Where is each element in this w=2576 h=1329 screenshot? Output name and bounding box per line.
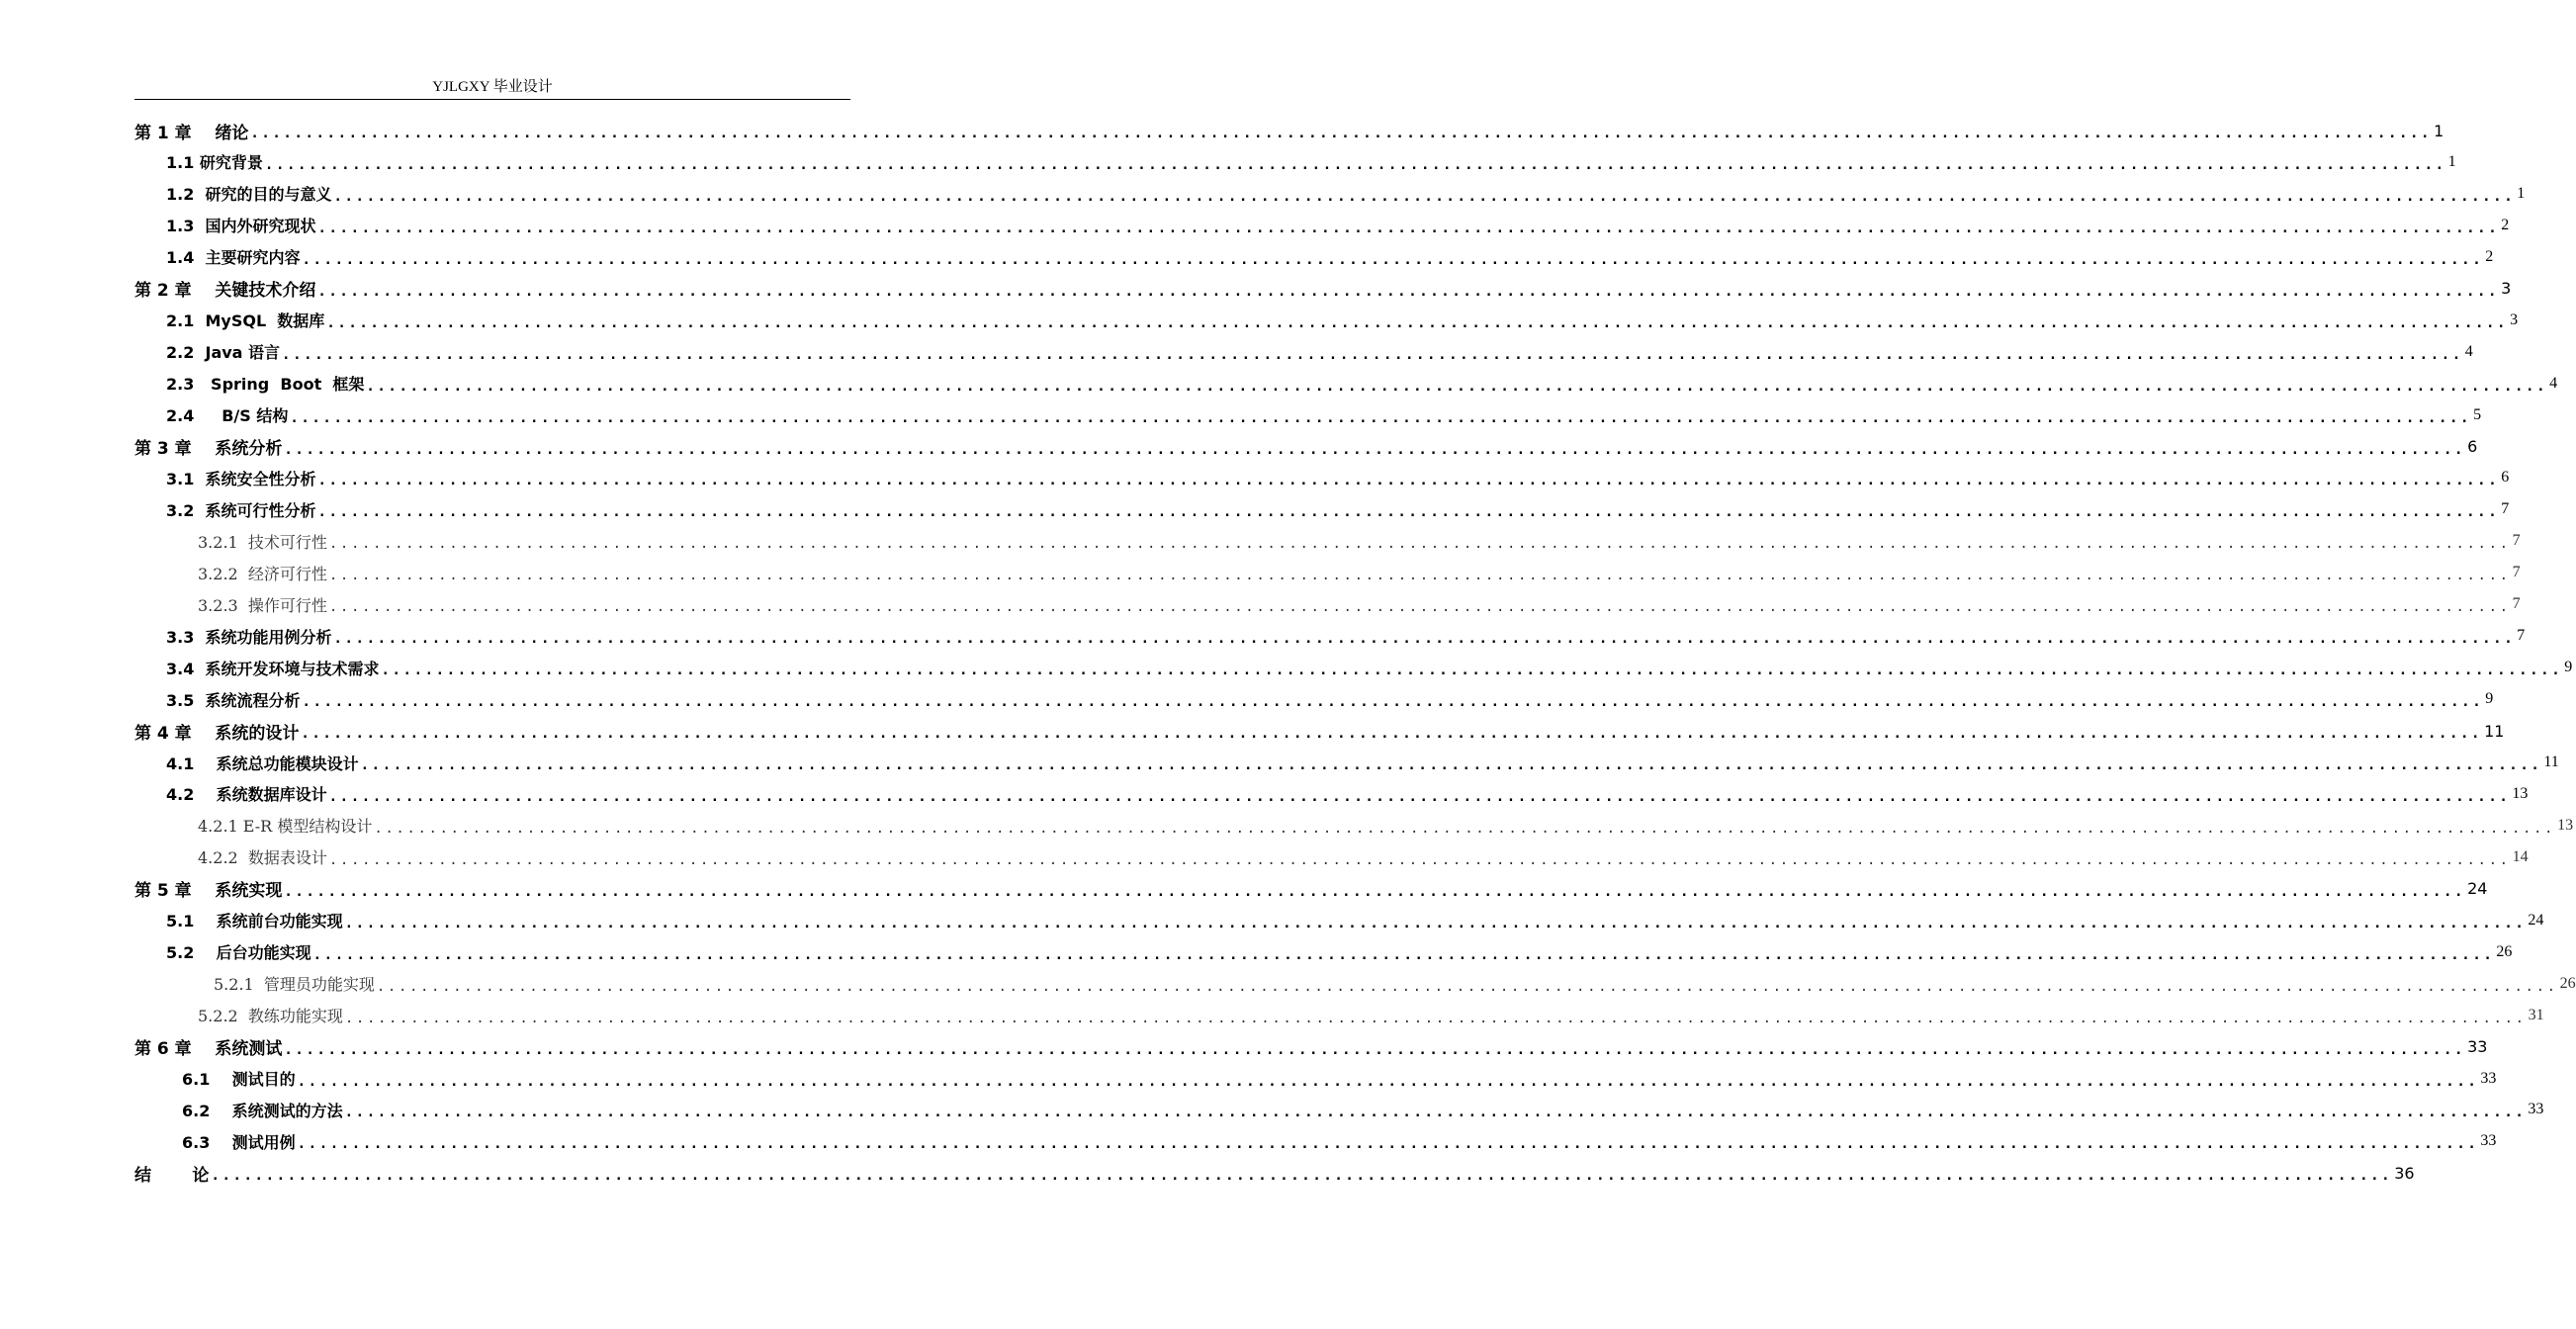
toc-entry-title: 1.3 国内外研究现状: [166, 217, 316, 236]
toc-entry[interactable]: [134, 936, 2513, 968]
toc-entry-page-number: 11: [2543, 753, 2559, 770]
toc-entry-title: 结 论: [134, 1165, 210, 1186]
dot-leader: ........................................................................................................................................................................................................: [328, 536, 2511, 553]
dot-leader: ........................................................................................................................................................................................................: [317, 473, 2500, 489]
toc-entry-title: 第 1 章 绪论: [134, 123, 249, 143]
dot-leader: ........................................................................................................................................................................................................: [381, 663, 2563, 679]
toc-entry-title: 第 4 章 系统的设计: [134, 723, 300, 744]
dot-leader: ........................................................................................................................................................................................................: [264, 156, 2446, 173]
running-header: YJLGXY 毕业设计: [432, 79, 553, 95]
dot-leader: ........................................................................................................................................................................................................: [376, 978, 2558, 995]
toc-entry-page-number: 1: [2447, 152, 2456, 170]
dot-leader: ........................................................................................................................................................................................................: [302, 251, 2484, 268]
toc-entry[interactable]: [134, 1031, 2488, 1063]
toc-entry-page-number: 6: [2467, 437, 2478, 456]
toc-entry-title: 3.1 系统安全性分析: [166, 469, 316, 488]
toc-entry[interactable]: [134, 1125, 2497, 1157]
toc-entry-page-number: 7: [2501, 500, 2510, 518]
toc-entry-page-number: 5: [2473, 405, 2482, 423]
toc-entry-page-number: 11: [2484, 721, 2505, 741]
dot-leader: ........................................................................................................................................................................................................: [333, 631, 2516, 648]
toc-entry-title: 2.2 Java 语言: [166, 343, 281, 363]
toc-entry-page-number: 33: [2480, 1132, 2497, 1150]
toc-entry[interactable]: [134, 715, 2505, 747]
dot-leader: ........................................................................................................................................................................................................: [328, 788, 2511, 805]
toc-entry-title: 5.1 系统前台功能实现: [166, 912, 343, 931]
toc-entry[interactable]: [134, 905, 2544, 936]
toc-entry[interactable]: [134, 336, 2473, 368]
toc-entry[interactable]: [134, 652, 2573, 683]
toc-entry[interactable]: [134, 1157, 2415, 1189]
dot-leader: ........................................................................................................................................................................................................: [284, 441, 2466, 458]
toc-entry[interactable]: [134, 1000, 2544, 1031]
toc-entry-title: 5.2 后台功能实现: [166, 943, 311, 963]
dot-leader: ........................................................................................................................................................................................................: [211, 1168, 2393, 1185]
dot-leader: ........................................................................................................................................................................................................: [250, 126, 2433, 141]
toc-entry-title: 第 6 章 系统测试: [134, 1039, 283, 1060]
toc-entry-page-number: 33: [2528, 1101, 2544, 1118]
toc-entry-page-number: 2: [2485, 247, 2494, 265]
toc-entry-page-number: 26: [2496, 942, 2513, 960]
toc-entry-page-number: 4: [2549, 374, 2558, 392]
toc-entry[interactable]: [134, 747, 2559, 778]
toc-entry-title: 第 3 章 系统分析: [134, 439, 283, 459]
dot-leader: ........................................................................................................................................................................................................: [366, 378, 2548, 395]
toc-entry-title: 5.2.2 教练功能实现: [198, 1007, 343, 1026]
toc-entry-title: 第 5 章 系统实现: [134, 881, 283, 902]
toc-entry-title: 3.2.3 操作可行性: [198, 595, 327, 615]
toc-entry[interactable]: [134, 493, 2510, 525]
dot-leader: ........................................................................................................................................................................................................: [290, 409, 2472, 426]
toc-entry-page-number: 31: [2528, 1006, 2544, 1023]
toc-entry[interactable]: [134, 842, 2529, 873]
toc-entry-title: 6.1 测试目的: [182, 1070, 296, 1089]
dot-leader: ........................................................................................................................................................................................................: [328, 851, 2511, 868]
toc-entry[interactable]: [134, 368, 2558, 399]
toc-entry-title: 1.1 研究背景: [166, 153, 263, 173]
toc-entry-title: 3.3 系统功能用例分析: [166, 627, 332, 647]
dot-leader: ........................................................................................................................................................................................................: [317, 283, 2500, 300]
toc-entry-title: 4.2 系统数据库设计: [166, 785, 327, 805]
toc-entry-page-number: 3: [2501, 279, 2512, 299]
toc-entry-page-number: 6: [2501, 469, 2510, 487]
dot-leader: ........................................................................................................................................................................................................: [284, 1041, 2466, 1058]
toc-entry-page-number: 14: [2512, 847, 2529, 865]
toc-entry-title: 5.2.1 管理员功能实现: [214, 975, 375, 995]
toc-entry[interactable]: [134, 273, 2512, 305]
toc-entry[interactable]: [134, 431, 2478, 463]
toc-entry[interactable]: [134, 525, 2521, 557]
toc-entry-page-number: 9: [2485, 690, 2494, 708]
toc-entry-page-number: 4: [2464, 342, 2473, 360]
toc-entry-page-number: 36: [2394, 1163, 2415, 1183]
toc-entry-title: 3.2 系统可行性分析: [166, 500, 316, 520]
dot-leader: ........................................................................................................................................................................................................: [302, 694, 2484, 711]
toc-entry[interactable]: [134, 557, 2521, 588]
toc-entry[interactable]: [134, 210, 2510, 241]
toc-entry-page-number: 24: [2528, 911, 2544, 929]
header-rule: [134, 99, 850, 100]
toc-entry[interactable]: [134, 241, 2494, 273]
toc-entry-title: 4.1 系统总功能模块设计: [166, 753, 359, 773]
toc-entry-page-number: 13: [2557, 816, 2574, 834]
toc-entry-title: 3.2.2 经济可行性: [198, 564, 327, 583]
dot-leader: ........................................................................................................................................................................................................: [344, 1010, 2527, 1026]
dot-leader: ........................................................................................................................................................................................................: [317, 504, 2500, 521]
toc-entry[interactable]: [134, 115, 2444, 146]
toc-entry-page-number: 24: [2467, 879, 2488, 899]
dot-leader: ........................................................................................................................................................................................................: [344, 915, 2527, 931]
toc-entry-page-number: 13: [2512, 784, 2529, 802]
dot-leader: ........................................................................................................................................................................................................: [374, 820, 2556, 837]
toc-entry-page-number: 1: [2434, 121, 2444, 140]
toc-entry-title: 6.2 系统测试的方法: [182, 1101, 343, 1120]
dot-leader: ........................................................................................................................................................................................................: [344, 1105, 2527, 1121]
dot-leader: ........................................................................................................................................................................................................: [297, 1073, 2479, 1090]
dot-leader: ........................................................................................................................................................................................................: [360, 757, 2542, 773]
toc-entry-page-number: 3: [2510, 310, 2519, 328]
toc-entry[interactable]: [134, 873, 2488, 905]
toc-entry[interactable]: [134, 778, 2529, 810]
dot-leader: ........................................................................................................................................................................................................: [328, 599, 2511, 616]
toc-entry-page-number: 33: [2467, 1037, 2488, 1057]
dot-leader: ........................................................................................................................................................................................................: [284, 883, 2466, 900]
toc-entry[interactable]: [134, 399, 2482, 431]
toc-entry-title: 3.2.1 技术可行性: [198, 532, 327, 552]
toc-entry[interactable]: [134, 683, 2494, 715]
toc-entry-page-number: 9: [2564, 659, 2573, 676]
toc-entry-title: 2.4 B/S 结构: [166, 406, 289, 426]
toc-entry-title: 3.5 系统流程分析: [166, 690, 301, 710]
toc-entry-title: 4.2.1 E-R 模型结构设计: [198, 817, 373, 837]
toc-entry-page-number: 2: [2501, 216, 2510, 233]
toc-entry[interactable]: [134, 462, 2510, 493]
toc-entry[interactable]: [134, 810, 2574, 842]
toc-entry[interactable]: [134, 620, 2526, 652]
toc-entry[interactable]: [134, 305, 2519, 336]
toc-entry-page-number: 7: [2512, 564, 2521, 581]
toc-entry-title: 第 2 章 关键技术介绍: [134, 281, 316, 302]
toc-entry-page-number: 26: [2559, 974, 2576, 992]
toc-entry[interactable]: [134, 1094, 2544, 1125]
toc-entry[interactable]: [134, 968, 2576, 1000]
dot-leader: ........................................................................................................................................................................................................: [301, 726, 2483, 743]
toc-entry-page-number: 1: [2517, 184, 2526, 202]
toc-entry-title: 1.2 研究的目的与意义: [166, 185, 332, 205]
toc-entry-title: 1.4 主要研究内容: [166, 248, 301, 268]
toc-entry-title: 4.2.2 数据表设计: [198, 848, 327, 868]
dot-leader: ........................................................................................................................................................................................................: [333, 188, 2516, 205]
dot-leader: ........................................................................................................................................................................................................: [297, 1136, 2479, 1153]
dot-leader: ........................................................................................................................................................................................................: [312, 946, 2495, 963]
toc-entry-title: 3.4 系统开发环境与技术需求: [166, 659, 380, 678]
toc-entry[interactable]: [134, 146, 2456, 178]
toc-entry-title: 6.3 测试用例: [182, 1132, 296, 1152]
dot-leader: ........................................................................................................................................................................................................: [282, 346, 2463, 363]
dot-leader: ........................................................................................................................................................................................................: [328, 568, 2511, 584]
toc-entry-page-number: 33: [2480, 1069, 2497, 1087]
toc-entry-title: 2.3 Spring Boot 框架: [166, 375, 365, 395]
toc-entry[interactable]: [134, 588, 2521, 620]
dot-leader: ........................................................................................................................................................................................................: [326, 314, 2509, 331]
dot-leader: ........................................................................................................................................................................................................: [317, 220, 2500, 236]
toc-entry-page-number: 7: [2512, 595, 2521, 613]
toc-entry-page-number: 7: [2517, 627, 2526, 645]
toc-entry[interactable]: [134, 178, 2526, 210]
toc-entry[interactable]: [134, 1063, 2497, 1095]
toc-entry-title: 2.1 MySQL 数据库: [166, 311, 325, 331]
toc-entry-page-number: 7: [2512, 532, 2521, 550]
